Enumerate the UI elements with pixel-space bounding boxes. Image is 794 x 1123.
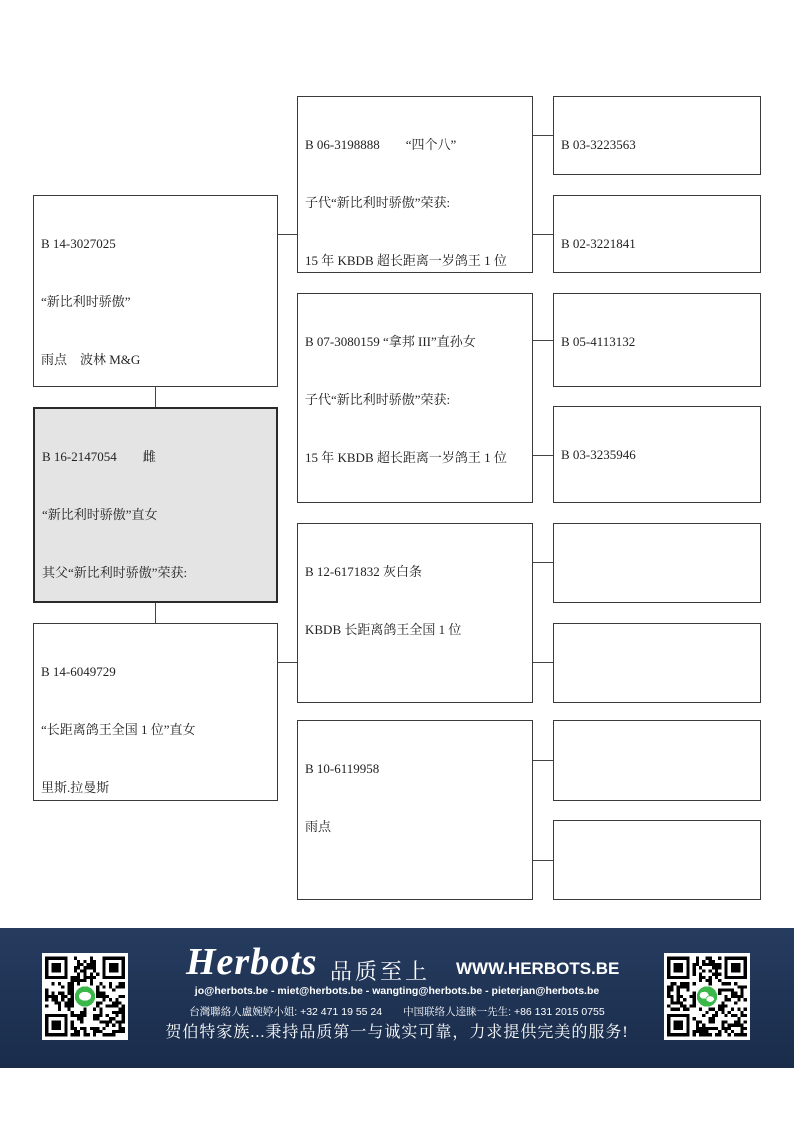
sire-box: [33, 195, 278, 387]
connector-line: [278, 662, 297, 663]
dam-box: [33, 623, 278, 801]
ggp-box-1: [553, 96, 761, 175]
ggp-box-5-empty: [553, 523, 761, 603]
ring-number: B 02-3221841: [561, 236, 636, 252]
dam-line: 里斯.拉曼斯: [41, 779, 110, 795]
qr-code-right[interactable]: [664, 953, 750, 1040]
pedigree-line: KBDB 长距离鸽王全国 1 位: [305, 622, 462, 638]
connector-line: [533, 455, 553, 456]
pedigree-line: 子代“新比利时骄傲”荣获:: [305, 392, 451, 408]
connector-line: [533, 135, 553, 136]
ggp-box-8-empty: [553, 820, 761, 900]
ggp-box-4: [553, 406, 761, 503]
herbots-logo: Herbots: [186, 941, 318, 983]
motto: 品质至上: [330, 960, 431, 985]
sire-line: “新比利时骄傲”: [41, 294, 131, 310]
connector-line: [155, 603, 156, 623]
dam-ring-number: B 14-6049729: [41, 664, 116, 680]
sire-line: 雨点 波林 M&G: [41, 351, 141, 367]
sire-dam-box: [297, 293, 533, 503]
ring-number: B 07-3080159 “拿邦 III”直孙女: [305, 334, 476, 350]
ring-number: B 03-3223563: [561, 137, 636, 153]
dam-dam-box: [297, 720, 533, 900]
dam-sire-box: [297, 523, 533, 703]
sire-ring-number: B 14-3027025: [41, 236, 116, 252]
connector-line: [533, 562, 553, 563]
subject-line: “新比利时骄傲”直女: [42, 507, 158, 523]
ggp-box-7-empty: [553, 720, 761, 801]
pedigree-line: 15 年 KBDB 超长距离一岁鸽王 1 位: [305, 449, 507, 465]
footer-band: [0, 928, 794, 1068]
connector-line: [533, 860, 553, 861]
pedigree-line: 15 年 KBDB 超长距离一岁鸽王 1 位: [305, 252, 507, 268]
website-link[interactable]: WWW.HERBOTS.BE: [456, 959, 620, 978]
connector-line: [533, 662, 553, 663]
ring-number: B 12-6171832 灰白条: [305, 564, 423, 580]
contact-phones: 台灣聯絡人盧婉婷小姐: +32 471 19 55 24 中国联络人逵睐一先生: +86 131 2015 0755: [189, 1006, 605, 1018]
ring-number: B 03-3235946: [561, 447, 636, 463]
ggp-box-3: [553, 293, 761, 387]
ring-number: B 06-3198888 “四个八”: [305, 137, 457, 153]
connector-line: [533, 234, 553, 235]
subject-ring-number: B 16-2147054 雌: [42, 449, 156, 465]
email-list[interactable]: jo@herbots.be - miet@herbots.be - wangting@herbots.be - pieterjan@herbots.be: [194, 985, 600, 997]
pedigree-line: 子代“新比利时骄傲”荣获:: [305, 195, 451, 211]
ggp-box-6-empty: [553, 623, 761, 703]
pedigree-line: 雨点: [305, 819, 332, 835]
connector-line: [533, 760, 553, 761]
connector-line: [278, 234, 297, 235]
connector-line: [533, 340, 553, 341]
ggp-box-2: [553, 195, 761, 273]
sire-sire-box: [297, 96, 533, 273]
ring-number: B 10-6119958: [305, 761, 380, 777]
wechat-icon: [664, 953, 750, 1040]
subject-line: 其父“新比利时骄傲”荣获:: [42, 564, 188, 580]
subject-box: [33, 407, 278, 603]
ring-number: B 05-4113132: [561, 334, 636, 350]
slogan: 贺伯特家族...秉持品质第一与诚实可靠，力求提供完美的服务!: [165, 1024, 629, 1041]
connector-line: [155, 387, 156, 407]
dam-line: “长距离鸽王全国 1 位”直女: [41, 722, 196, 738]
